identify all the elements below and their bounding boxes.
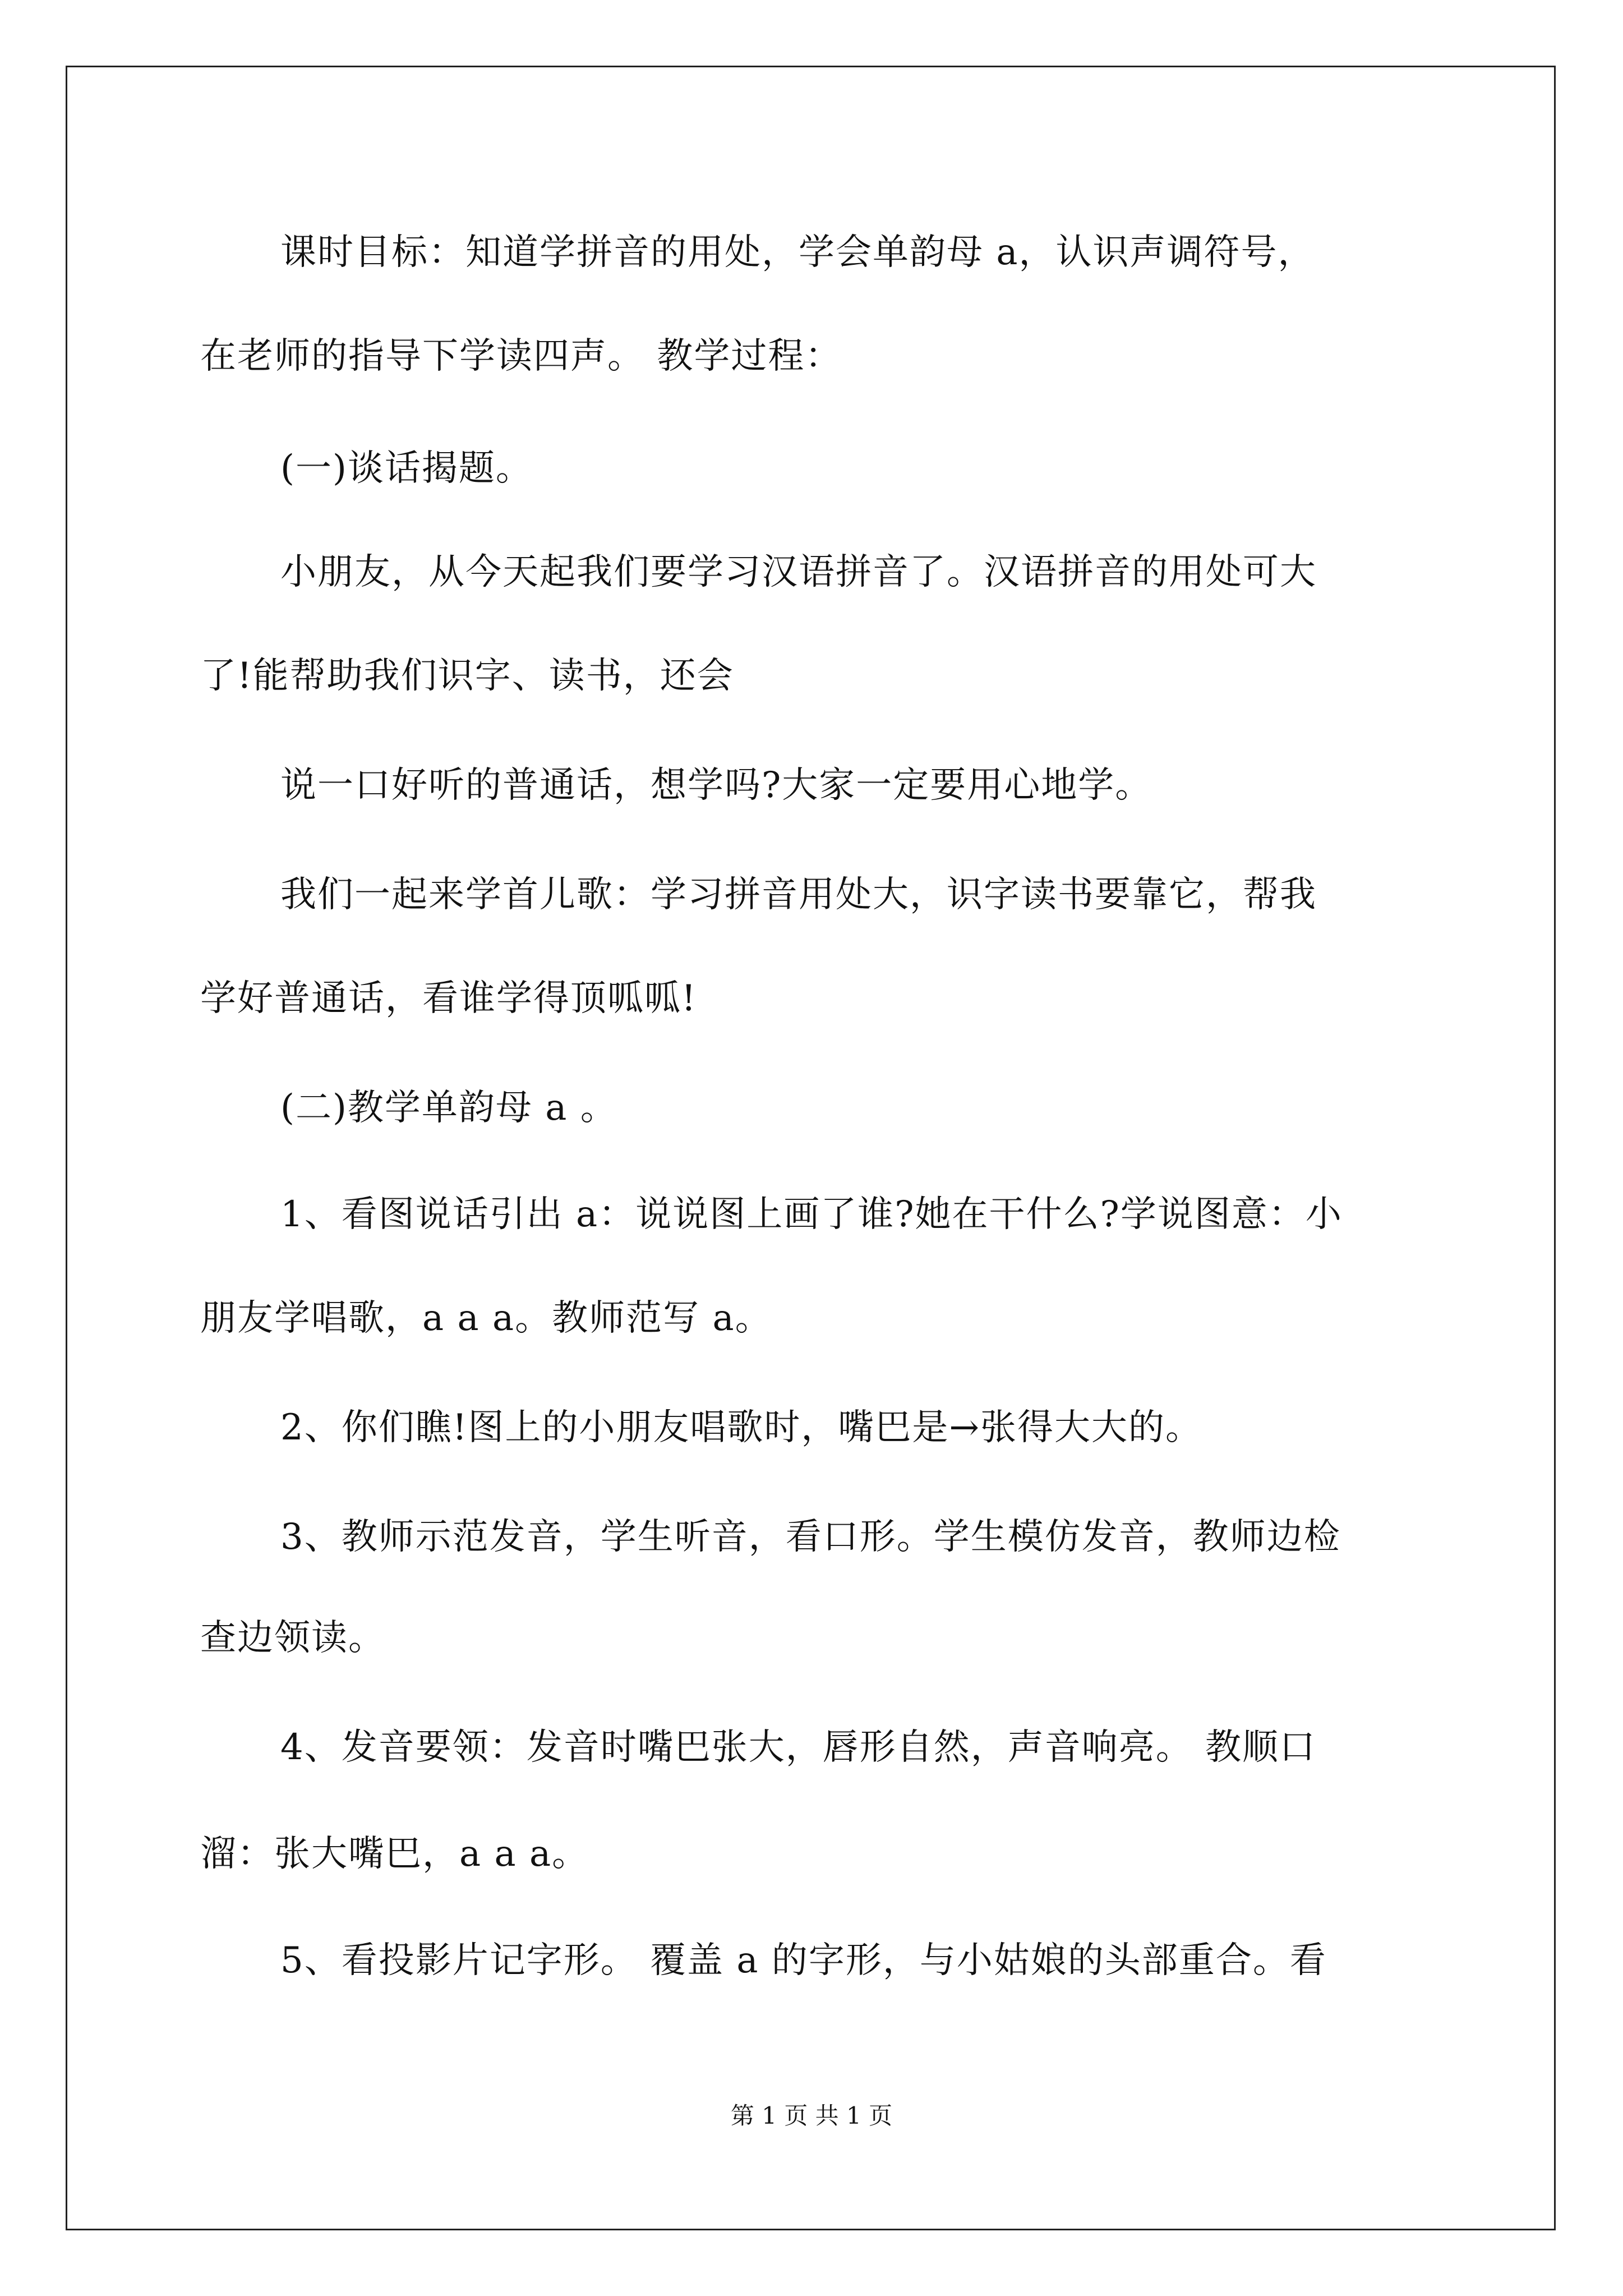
paragraph-line: 了!能帮助我们识字、读书，还会 [200,655,734,697]
paragraph-line: 说一口好听的普通话，想学吗?大家一定要用心地学。 [280,765,1152,806]
paragraph-line: 在老师的指导下学读四声。 教学过程： [200,335,842,377]
paragraph-line: 我们一起来学首儿歌：学习拼音用处大，识字读书要靠它，帮我 [280,874,1317,915]
page-border [66,66,1556,2230]
paragraph-line: 查边领读。 [200,1617,385,1659]
paragraph-line: 5、看投影片记字形。 覆盖 a 的字形，与小姑娘的头部重合。看 [280,1940,1327,1981]
paragraph-line: 朋友学唱歌，a a a。教师范写 a。 [200,1297,772,1339]
paragraph-line: 溜：张大嘴巴，a a a。 [200,1833,589,1875]
section-heading: (一)谈话揭题。 [280,448,533,489]
page-number-footer: 第 1 页 共 1 页 [730,2102,893,2129]
paragraph-line: 小朋友，从今天起我们要学习汉语拼音了。汉语拼音的用处可大 [280,551,1317,593]
paragraph-line: 课时目标：知道学拼音的用处，学会单韵母 a，认识声调符号， [280,232,1315,273]
paragraph-line: 2、你们瞧!图上的小朋友唱歌时，嘴巴是→张得大大的。 [280,1407,1203,1448]
paragraph-line: 3、教师示范发音，学生听音，看口形。学生模仿发音，教师边检 [280,1516,1341,1558]
section-heading: (二)教学单韵母 a 。 [280,1087,617,1129]
paragraph-line: 学好普通话，看谁学得顶呱呱! [200,978,697,1019]
paragraph-line: 4、发音要领：发音时嘴巴张大，唇形自然，声音响亮。 教顺口 [280,1727,1317,1768]
paragraph-line: 1、看图说话引出 a：说说图上画了谁?她在干什么?学说图意：小 [280,1194,1343,1235]
